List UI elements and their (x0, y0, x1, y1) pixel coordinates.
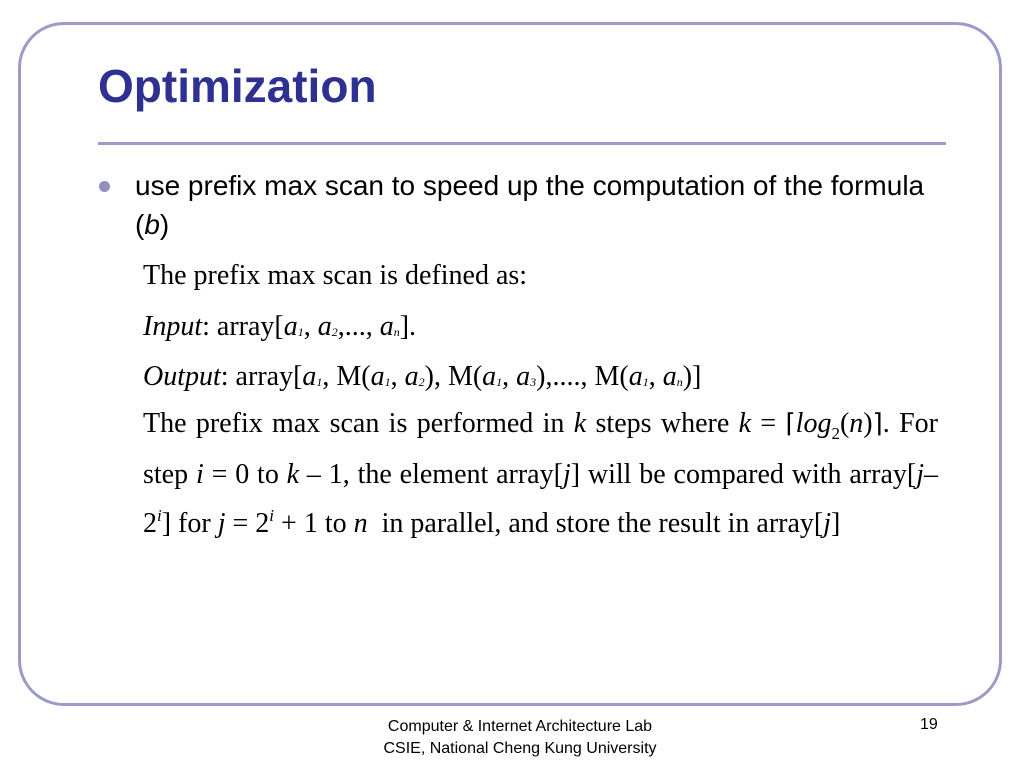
definition-line: The prefix max scan is defined as: (143, 260, 528, 291)
paragraph-intro: The prefix max scan is performed in (143, 408, 565, 439)
output-definition: Output: array[a1, M(a1, a2), M(a1, a3),...., M(a1, an)] (143, 361, 702, 392)
title-underline (98, 142, 946, 145)
input-definition: Input: array[a1, a2,..., an]. (143, 311, 417, 342)
page-number: 19 (920, 716, 938, 733)
slide-title: Optimization (98, 60, 377, 112)
footer (330, 716, 710, 760)
output-label: Output (143, 361, 221, 392)
paragraph-end: parallel, and store the result in array[ (410, 508, 824, 539)
algorithm-paragraph: The prefix max scan is performed in k steps where $k = ⌈\log_2(n)⌉$. For step i = 0 to k – 1, the element array[j] will be compared with array[j–2$^i$] for $j = 2^i + 1$ to n in parallel, and store the result in array[j] (143, 408, 938, 539)
bullet-close: ) (159, 209, 170, 240)
bullet-icon (99, 181, 110, 192)
bullet-main-text: use prefix max scan to speed up the computation of the formula ( (135, 170, 925, 240)
footer-lab: Computer & Internet Architecture Lab (387, 718, 653, 735)
input-label: Input (143, 311, 203, 342)
footer-university: CSIE, National Cheng Kung University (383, 740, 657, 757)
bullet-text (135, 166, 940, 244)
formula-variable: b (144, 209, 160, 240)
